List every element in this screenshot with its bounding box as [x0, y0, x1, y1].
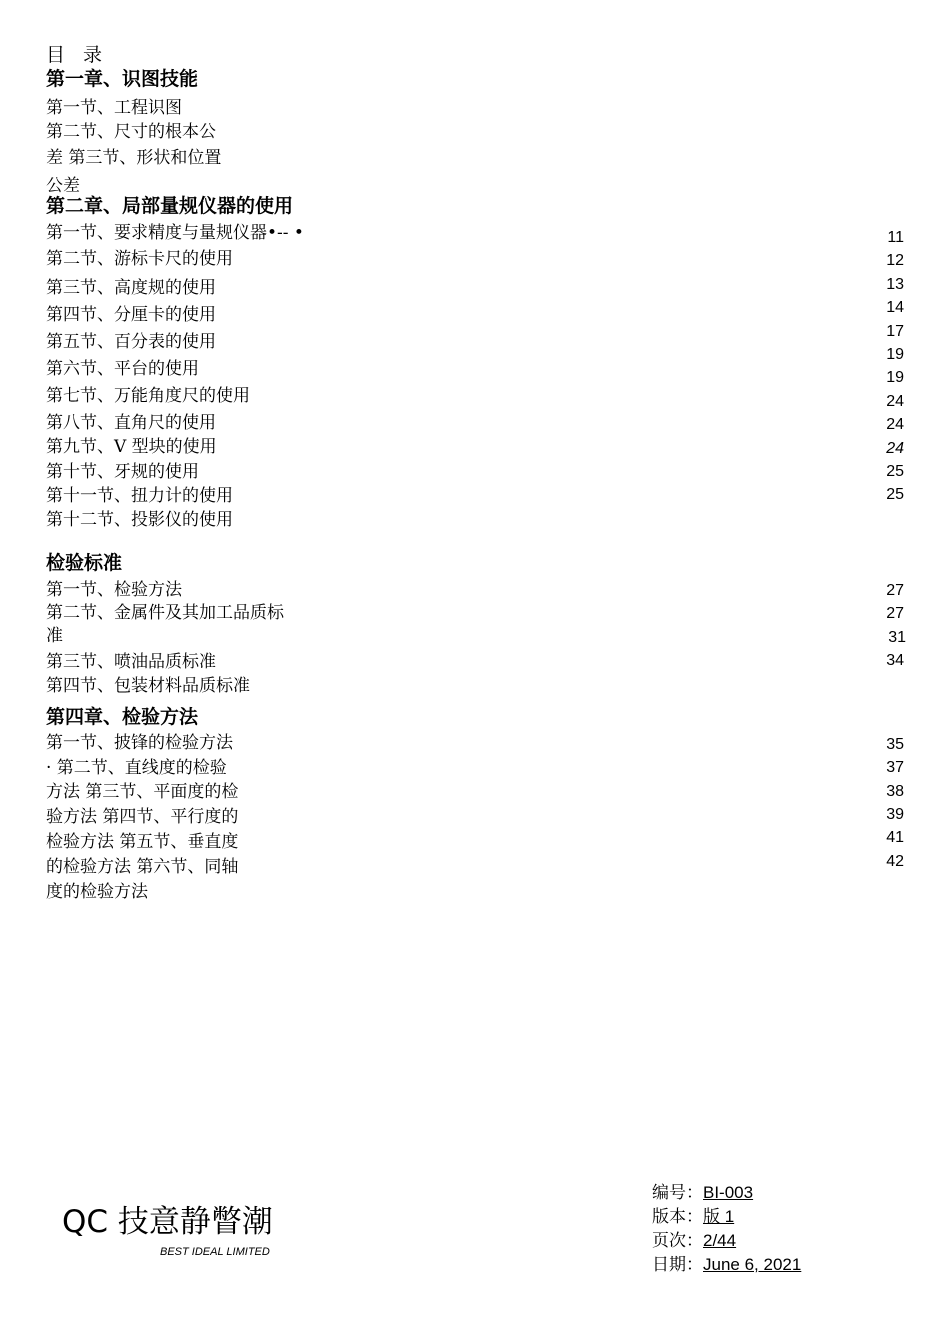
page-number: 34	[886, 652, 904, 669]
meta-label: 日期：	[652, 1255, 703, 1275]
meta-label: 页次：	[652, 1231, 703, 1251]
toc-item: 第三节、高度规的使用	[46, 278, 216, 298]
page-number: 12	[886, 252, 904, 269]
page-number: 37	[886, 759, 904, 776]
toc-item: 第三节、喷油品质标准	[46, 652, 216, 672]
toc-item: 差 第三节、形状和位置	[46, 148, 222, 168]
toc-item: 验方法 第四节、平行度的	[46, 807, 239, 827]
toc-item: 第八节、直角尺的使用	[46, 413, 216, 433]
toc-item: · 第二节、直线度的检验	[46, 758, 227, 778]
toc-item: 第一节、检验方法	[46, 580, 182, 600]
page-number: 17	[886, 323, 904, 340]
page-number: 24	[886, 440, 904, 457]
page-number: 41	[886, 829, 904, 846]
company-title: QC 技意静瞥潮	[62, 1204, 273, 1240]
meta-label: 编号：	[652, 1183, 703, 1203]
page-number: 38	[886, 783, 904, 800]
toc-item: 第十一节、扭力计的使用	[46, 486, 233, 506]
page-number: 14	[886, 299, 904, 316]
page-number: 19	[886, 369, 904, 386]
page-number: 24	[886, 416, 904, 433]
page-number: 39	[886, 806, 904, 823]
meta-value: June 6, 2021	[703, 1255, 802, 1274]
toc-item: 度的检验方法	[46, 882, 148, 902]
doc-number	[652, 1181, 753, 1205]
toc-item: 第一节、要求精度与量规仪器•-- •	[46, 223, 304, 243]
toc-title: 目 录	[46, 44, 109, 66]
toc-item: 第一节、披锋的检验方法	[46, 733, 233, 753]
toc-item: 检验方法 第五节、垂直度	[46, 832, 239, 852]
toc-item: 第二节、尺寸的根本公	[46, 122, 216, 142]
toc-item: 的检验方法 第六节、同轴	[46, 857, 239, 877]
toc-item: 第一节、工程识图	[46, 98, 182, 118]
toc-item: 第十二节、投影仪的使用	[46, 510, 233, 530]
page-number: 13	[886, 276, 904, 293]
toc-item: 第九节、V 型块的使用	[46, 437, 217, 457]
company-subtitle: BEST IDEAL LIMITED	[160, 1246, 270, 1258]
meta-value: 版 1	[703, 1207, 735, 1226]
toc-item: 第二节、游标卡尺的使用	[46, 249, 233, 269]
doc-version	[652, 1205, 734, 1229]
doc-date	[652, 1253, 801, 1277]
page-number: 19	[886, 346, 904, 363]
page-number: 27	[886, 582, 904, 599]
page-number: 24	[886, 393, 904, 410]
meta-value: 2/44	[703, 1231, 737, 1250]
toc-item: 第二节、金属件及其加工品质标	[46, 603, 284, 623]
chapter-4-title: 第四章、检验方法	[46, 706, 199, 728]
page-number: 31	[888, 629, 906, 646]
toc-item: 第四节、包装材料品质标准	[46, 676, 250, 696]
page-number: 35	[886, 736, 904, 753]
toc-item: 第十节、牙规的使用	[46, 462, 199, 482]
toc-item: 第五节、百分表的使用	[46, 332, 216, 352]
toc-item: 第四节、分厘卡的使用	[46, 305, 216, 325]
chapter-1-title: 第一章、识图技能	[46, 68, 199, 90]
doc-page	[652, 1229, 736, 1253]
page-number: 11	[887, 229, 904, 246]
toc-item: 公差	[46, 176, 80, 196]
toc-item: 第七节、万能角度尺的使用	[46, 386, 250, 406]
page-number: 25	[886, 463, 904, 480]
toc-item: 方法 第三节、平面度的检	[46, 782, 239, 802]
toc-item: 准	[46, 626, 63, 646]
chapter-2-title: 第二章、局部量规仪器的使用	[46, 195, 294, 217]
meta-value: BI-003	[703, 1183, 754, 1202]
chapter-3-title: 检验标准	[46, 552, 123, 574]
meta-label: 版本：	[652, 1207, 703, 1227]
page-number: 42	[886, 853, 904, 870]
page-number: 25	[886, 486, 904, 503]
page-number: 27	[886, 605, 904, 622]
toc-item: 第六节、平台的使用	[46, 359, 199, 379]
